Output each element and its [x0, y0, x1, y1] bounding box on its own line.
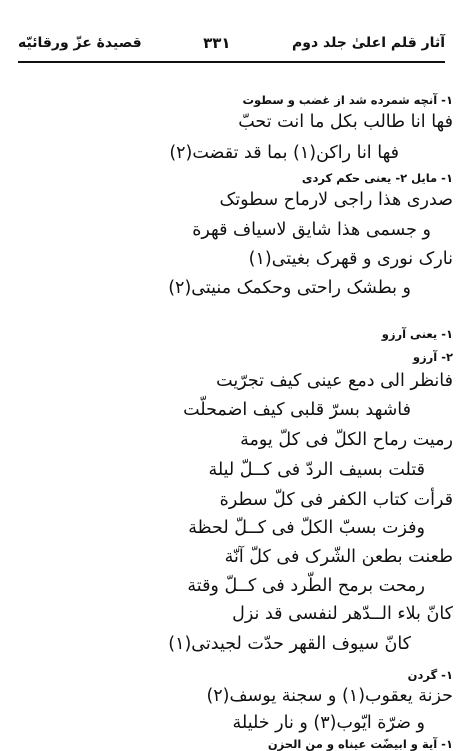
footnote-line: ۱- آیة و ابیضّت عیناه و من الحزن	[267, 737, 453, 751]
verse-line: قتلت بسیف الردّ فی کــلّ لیلة	[208, 460, 425, 480]
verse-line: وفزت بسبّ الکلّ فی کــلّ لحظة	[188, 518, 425, 538]
verse-line: فها انا طالب بکل ما انت تحبّ	[238, 112, 453, 132]
verse-line: فانظر الی دمع عینی کیف تجرّیت	[216, 371, 453, 391]
verse-line: و ضرّة ایّوب(۳) و نار خلیلة	[232, 713, 425, 733]
header-divider	[18, 61, 445, 63]
footnote-line: ۲- آرزو	[412, 350, 453, 364]
verse-line: حزنة یعقوب(۱) و سجنة یوسف(۲)	[206, 686, 453, 706]
page-number: ۳۳۱	[203, 34, 231, 52]
footnote-line: ۱- یعنی آرزو	[381, 327, 453, 341]
book-title: آثار قلم اعلیٰ جلد دوم	[291, 35, 445, 51]
page-header	[18, 30, 445, 56]
verse-line: و جسمی هذا شایق لاسیاف قهرة	[192, 220, 431, 240]
verse-line: و بطشک راحتی وحکمک منیتی(۲)	[168, 278, 411, 298]
verse-line: کانّ بلاء الــدّهر لنفسی قد نزل	[232, 604, 453, 624]
verse-line: کانّ سیوف القهر حدّت لجیدتی(۱)	[168, 634, 411, 654]
poem-title: قصیدهٔ عزّ ورقائیّه	[18, 35, 142, 51]
verse-line: رمیت رماح الکلّ فی کلّ یومة	[240, 430, 453, 450]
verse-line: فها انا راکن(۱) بما قد تقضت(۲)	[169, 143, 399, 163]
verse-line: صدری هذا راجی لارماح سطوتک	[219, 190, 453, 210]
verse-line: رمحت برمح الطّرد فی کــلّ وقتة	[187, 576, 425, 596]
verse-line: طعنت بطعن الشّرک فی کلّ آنّة	[224, 547, 453, 567]
verse-line: فاشهد بسرّ قلبی کیف اضمحلّت	[183, 400, 411, 420]
footnote-line: ۱- آنچه شمرده شد از غضب و سطوت	[242, 93, 453, 107]
verse-line: قرأت کتاب الکفر فی کلّ سطرة	[219, 490, 453, 510]
footnote-line: ۱- مایل ۲- یعنی حکم کردی	[301, 171, 453, 185]
verse-line: نارک نوری و قهرک بغیتی(۱)	[248, 249, 453, 269]
footnote-line: ۱- گردن	[407, 668, 453, 682]
